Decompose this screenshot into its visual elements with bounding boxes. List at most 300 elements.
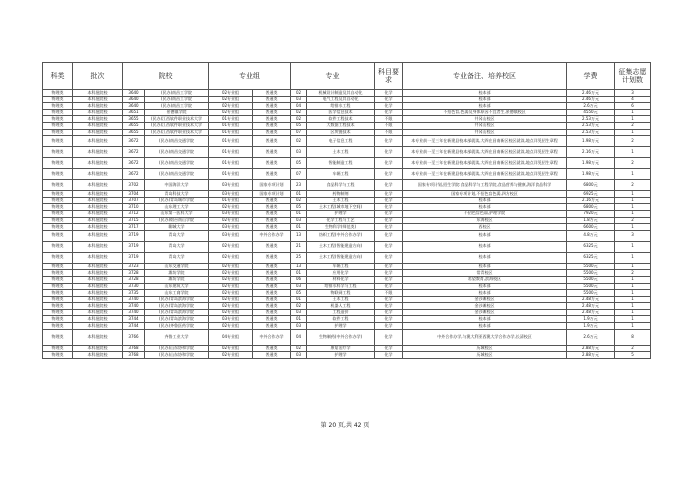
cell-tuition: 6600元 xyxy=(567,224,615,231)
cell-institution-code: 3744 xyxy=(123,323,145,330)
cell-tuition: 1.8万元 xyxy=(567,217,615,224)
cell-group-type: 普通类 xyxy=(253,122,291,129)
cell-major-notes: 常青校区 xyxy=(403,270,567,277)
cell-institution-name: (民办)南昌工学院 xyxy=(145,90,209,97)
cell-subject-category: 物理类 xyxy=(43,352,73,359)
cell-major-group: 02专业组 xyxy=(209,241,253,252)
cell-batch: 本科批院校 xyxy=(73,147,123,158)
cell-major-name: 给排水科学与工程 xyxy=(307,283,375,290)
cell-group-type: 普通类 xyxy=(253,217,291,224)
cell-major-group: 02专业组 xyxy=(209,276,253,283)
cell-batch: 本科批院校 xyxy=(73,303,123,310)
cell-institution-code: 3704 xyxy=(123,191,145,198)
header-institution: 院校 xyxy=(123,63,209,90)
cell-subject-requirement: 化学 xyxy=(375,283,403,290)
cell-tuition: 2.88万元 xyxy=(567,352,615,359)
table-row xyxy=(43,147,651,158)
cell-major-notes: 井冈山校区 xyxy=(403,122,567,129)
cell-plan-count: 1 xyxy=(615,303,651,310)
cell-subject-requirement: 化学 xyxy=(375,276,403,283)
cell-group-type: 中外合作办学 xyxy=(253,329,291,345)
cell-institution-code: 3712 xyxy=(123,210,145,217)
cell-major-group: 03专业组 xyxy=(209,230,253,241)
cell-institution-code: 3672 xyxy=(123,169,145,180)
cell-major-name: 软件工程 xyxy=(307,316,375,323)
cell-major-notes: 金沙滩校区 xyxy=(403,303,567,310)
cell-plan-count: 1 xyxy=(615,290,651,297)
cell-institution-code: 3735 xyxy=(123,290,145,297)
cell-subject-category: 物理类 xyxy=(43,197,73,204)
cell-tuition: 2.6万元 xyxy=(567,103,615,110)
cell-batch: 本科批院校 xyxy=(73,276,123,283)
cell-major-notes: 校本部 xyxy=(403,323,567,330)
cell-institution-code: 3744 xyxy=(123,316,145,323)
cell-tuition: 1.9万元 xyxy=(567,323,615,330)
cell-group-type: 普通类 xyxy=(253,210,291,217)
cell-major-notes: 不招色盲色弱,护理学院 xyxy=(403,210,567,217)
cell-group-type: 普通类 xyxy=(253,345,291,352)
cell-tuition: 2.48万元 xyxy=(567,303,615,310)
admissions-table xyxy=(42,62,651,359)
cell-institution-code: 3723 xyxy=(123,263,145,270)
cell-major-code: 25 xyxy=(291,252,307,263)
cell-batch: 本科批院校 xyxy=(73,352,123,359)
cell-major-group: 02专业组 xyxy=(209,217,253,224)
cell-batch: 本科批院校 xyxy=(73,263,123,270)
cell-tuition: 6325元 xyxy=(567,241,615,252)
cell-institution-code: 3640 xyxy=(123,90,145,97)
cell-major-group: 02专业组 xyxy=(209,263,253,270)
cell-institution-name: (民办)青岛滨海学院 xyxy=(145,316,209,323)
cell-major-name: 软件工程技术 xyxy=(307,116,375,123)
cell-subject-category: 物理类 xyxy=(43,129,73,136)
cell-institution-code: 3640 xyxy=(123,103,145,110)
cell-major-notes: 校本部 xyxy=(403,316,567,323)
cell-subject-category: 物理类 xyxy=(43,241,73,252)
cell-batch: 本科批院校 xyxy=(73,323,123,330)
cell-group-type: 普通类 xyxy=(253,109,291,116)
cell-major-name: 土木工程 xyxy=(307,147,375,158)
cell-plan-count: 5 xyxy=(615,352,651,359)
cell-major-notes: 校本部 xyxy=(403,204,567,211)
cell-plan-count: 2 xyxy=(615,136,651,147)
cell-batch: 本科批院校 xyxy=(73,169,123,180)
cell-institution-name: (民办)青岛城市学院 xyxy=(145,197,209,204)
cell-subject-category: 物理类 xyxy=(43,204,73,211)
cell-subject-category: 物理类 xyxy=(43,180,73,191)
cell-plan-count: 1 xyxy=(615,263,651,270)
cell-tuition: 6800元 xyxy=(567,180,615,191)
cell-group-type: 普通类 xyxy=(253,323,291,330)
cell-major-code: 02 xyxy=(291,136,307,147)
cell-tuition: 4550元 xyxy=(567,109,615,116)
cell-major-notes: 历城校区 xyxy=(403,345,567,352)
cell-institution-name: 潍坊学院 xyxy=(145,270,209,277)
cell-batch: 本科批院校 xyxy=(73,270,123,277)
cell-subject-category: 物理类 xyxy=(43,303,73,310)
cell-major-code: 07 xyxy=(291,129,307,136)
cell-institution-code: 3655 xyxy=(123,116,145,123)
table-row xyxy=(43,96,651,103)
cell-major-code: 03 xyxy=(291,323,307,330)
cell-major-notes: 井冈山校区 xyxy=(403,116,567,123)
cell-major-group: 01专业组 xyxy=(209,122,253,129)
cell-institution-name: (民办)南昌交通学院 xyxy=(145,136,209,147)
header-tuition: 学费 xyxy=(567,63,615,90)
cell-major-name: 电子信息工程 xyxy=(307,136,375,147)
cell-batch: 本科批院校 xyxy=(73,122,123,129)
cell-major-name: 给排水工程 xyxy=(307,103,375,110)
cell-major-notes: 国家专项计划,不招色盲色弱,四方校区 xyxy=(403,191,567,198)
cell-major-group: 01专业组 xyxy=(209,147,253,158)
header-plan-count: 征集志愿计划数 xyxy=(615,63,651,90)
table-row xyxy=(43,283,651,290)
cell-institution-name: 潍坊学院 xyxy=(145,276,209,283)
cell-tuition: 5500元 xyxy=(567,283,615,290)
cell-major-notes: 校本部 xyxy=(403,197,567,204)
cell-subject-requirement: 化学 xyxy=(375,210,403,217)
cell-major-code: 01 xyxy=(291,210,307,217)
cell-major-group: 01专业组 xyxy=(209,197,253,204)
cell-institution-code: 3717 xyxy=(123,224,145,231)
cell-major-code: 04 xyxy=(291,103,307,110)
cell-group-type: 普通类 xyxy=(253,283,291,290)
cell-major-group: 02专业组 xyxy=(209,90,253,97)
cell-major-group: 04专业组 xyxy=(209,329,253,345)
cell-subject-requirement: 化学 xyxy=(375,230,403,241)
cell-plan-count: 2 xyxy=(615,180,651,191)
cell-major-notes: 校本部 xyxy=(403,103,567,110)
cell-major-notes: 希望教育,滨海校区 xyxy=(403,276,567,283)
cell-tuition: 1.98万元 xyxy=(567,158,615,169)
cell-major-notes: 本专业前一至三年在新建县校本部就读,大四在昌南新区校区就读,地点详见招生章程 xyxy=(403,158,567,169)
cell-major-group: 02专业组 xyxy=(209,270,253,277)
cell-major-name: 土木工程(智能建造方向) xyxy=(307,241,375,252)
cell-institution-code: 3768 xyxy=(123,352,145,359)
cell-major-code: 03 xyxy=(291,352,307,359)
table-row xyxy=(43,224,651,231)
cell-major-name: 大数据工程技术 xyxy=(307,122,375,129)
cell-group-type: 普通类 xyxy=(253,224,291,231)
cell-tuition: 2.16万元 xyxy=(567,197,615,204)
cell-plan-count: 1 xyxy=(615,241,651,252)
cell-group-type: 普通类 xyxy=(253,316,291,323)
cell-institution-name: 山东建筑大学 xyxy=(145,283,209,290)
cell-group-type: 普通类 xyxy=(253,96,291,103)
cell-institution-code: 3655 xyxy=(123,129,145,136)
table-row xyxy=(43,109,651,116)
cell-subject-requirement: 化学 xyxy=(375,309,403,316)
cell-plan-count: 1 xyxy=(615,283,651,290)
table-row xyxy=(43,210,651,217)
cell-institution-code: 3672 xyxy=(123,147,145,158)
table-row xyxy=(43,122,651,129)
cell-institution-code: 3740 xyxy=(123,296,145,303)
header-major-group: 专业组 xyxy=(209,63,291,90)
cell-major-notes: 校本部 xyxy=(403,90,567,97)
cell-major-name: 应用化学 xyxy=(307,270,375,277)
cell-subject-category: 物理类 xyxy=(43,90,73,97)
cell-major-group: 02专业组 xyxy=(209,96,253,103)
cell-batch: 本科批院校 xyxy=(73,224,123,231)
cell-major-name: 护理学 xyxy=(307,352,375,359)
cell-plan-count: 1 xyxy=(615,224,651,231)
cell-major-name: 纺织工程(中外合作办学) xyxy=(307,230,375,241)
table-row xyxy=(43,230,651,241)
cell-subject-requirement: 化学 xyxy=(375,296,403,303)
cell-plan-count: 2 xyxy=(615,270,651,277)
cell-institution-name: 山东交通学院 xyxy=(145,263,209,270)
page-footer: 第 20 页,共 42 页 xyxy=(320,422,370,429)
cell-plan-count: 8 xyxy=(615,329,651,345)
cell-batch: 本科批院校 xyxy=(73,103,123,110)
cell-major-name: 车辆工程 xyxy=(307,263,375,270)
cell-group-type: 普通类 xyxy=(253,169,291,180)
cell-institution-code: 3672 xyxy=(123,158,145,169)
cell-major-group: 02专业组 xyxy=(209,204,253,211)
cell-subject-category: 物理类 xyxy=(43,276,73,283)
cell-subject-requirement: 不限 xyxy=(375,129,403,136)
cell-major-name: 护理学 xyxy=(307,323,375,330)
cell-batch: 本科批院校 xyxy=(73,316,123,323)
cell-major-code: 07 xyxy=(291,169,307,180)
cell-subject-requirement: 化学 xyxy=(375,158,403,169)
cell-plan-count: 2 xyxy=(615,217,651,224)
cell-tuition: 1.9万元 xyxy=(567,316,615,323)
table-row xyxy=(43,263,651,270)
cell-subject-category: 物理类 xyxy=(43,323,73,330)
cell-institution-name: (民办)青岛滨海学院 xyxy=(145,303,209,310)
cell-major-group: 01专业组 xyxy=(209,158,253,169)
cell-subject-category: 物理类 xyxy=(43,309,73,316)
cell-major-notes: 金沙滩校区 xyxy=(403,309,567,316)
cell-batch: 本科批院校 xyxy=(73,296,123,303)
cell-tuition: 2.88万元 xyxy=(567,345,615,352)
cell-batch: 本科批院校 xyxy=(73,290,123,297)
cell-tuition: 1.98万元 xyxy=(567,169,615,180)
cell-institution-name: 青岛科技大学 xyxy=(145,191,209,198)
cell-major-notes: 历城校区 xyxy=(403,352,567,359)
cell-institution-code: 3719 xyxy=(123,241,145,252)
cell-institution-code: 3702 xyxy=(123,180,145,191)
cell-subject-category: 物理类 xyxy=(43,147,73,158)
table-row xyxy=(43,316,651,323)
cell-subject-requirement: 化学 xyxy=(375,263,403,270)
cell-institution-code: 3640 xyxy=(123,96,145,103)
cell-batch: 本科批院校 xyxy=(73,116,123,123)
cell-major-name: 工程造价 xyxy=(307,309,375,316)
cell-institution-name: (民办)南昌工学院 xyxy=(145,96,209,103)
table-header-row xyxy=(43,63,651,90)
cell-major-group: 01专业组 xyxy=(209,136,253,147)
cell-batch: 本科批院校 xyxy=(73,109,123,116)
cell-batch: 本科批院校 xyxy=(73,136,123,147)
cell-group-type: 普通类 xyxy=(253,129,291,136)
cell-plan-count: 1 xyxy=(615,191,651,198)
table-row xyxy=(43,129,651,136)
cell-institution-name: (民办)南昌工学院 xyxy=(145,103,209,110)
cell-institution-name: (民办)青岛滨海学院 xyxy=(145,296,209,303)
cell-major-name: 土木工程 xyxy=(307,197,375,204)
cell-major-code: 05 xyxy=(291,158,307,169)
table-row xyxy=(43,329,651,345)
cell-major-name: 医学信息技术 xyxy=(307,109,375,116)
cell-major-code: 02 xyxy=(291,109,307,116)
cell-plan-count: 1 xyxy=(615,116,651,123)
table-row xyxy=(43,191,651,198)
cell-plan-count: 2 xyxy=(615,158,651,169)
table-row xyxy=(43,204,651,211)
cell-major-group: 02专业组 xyxy=(209,283,253,290)
cell-batch: 本科批院校 xyxy=(73,204,123,211)
cell-group-type: 普通类 xyxy=(253,158,291,169)
cell-tuition: 2.46万元 xyxy=(567,96,615,103)
cell-subject-category: 物理类 xyxy=(43,224,73,231)
cell-subject-requirement: 化学 xyxy=(375,90,403,97)
cell-institution-name: (民办)烟台南山学院 xyxy=(145,217,209,224)
cell-plan-count: 1 xyxy=(615,204,651,211)
cell-institution-code: 3719 xyxy=(123,230,145,241)
cell-subject-requirement: 化学 xyxy=(375,316,403,323)
header-subject-category: 科类 xyxy=(43,63,73,90)
cell-major-name: 康复治疗学 xyxy=(307,345,375,352)
cell-major-name: 智能制造工程 xyxy=(307,158,375,169)
cell-major-name: 土木工程 xyxy=(307,296,375,303)
cell-group-type: 普通类 xyxy=(253,136,291,147)
cell-institution-name: 山东第一医科大学 xyxy=(145,210,209,217)
cell-major-name: 土木工程(城市地下空间) xyxy=(307,204,375,211)
cell-institution-name: 齐鲁工业大学 xyxy=(145,329,209,345)
cell-institution-name: (民办)江西软件职业技术大学 xyxy=(145,122,209,129)
cell-tuition: 2.53万元 xyxy=(567,129,615,136)
cell-subject-requirement: 化学 xyxy=(375,252,403,263)
cell-tuition: 2.48万元 xyxy=(567,309,615,316)
cell-institution-code: 3655 xyxy=(123,122,145,129)
cell-subject-category: 物理类 xyxy=(43,329,73,345)
cell-subject-requirement: 化学 xyxy=(375,329,403,345)
table-row xyxy=(43,270,651,277)
cell-group-type: 普通类 xyxy=(253,147,291,158)
cell-plan-count: 1 xyxy=(615,129,651,136)
cell-tuition: 2.53万元 xyxy=(567,122,615,129)
header-major-notes: 专业备注、培养校区 xyxy=(403,63,567,90)
table-row xyxy=(43,276,651,283)
cell-batch: 本科批院校 xyxy=(73,191,123,198)
cell-group-type: 普通类 xyxy=(253,270,291,277)
cell-major-name: 生物科学(师范类) xyxy=(307,224,375,231)
cell-major-notes: 西校区 xyxy=(403,224,567,231)
cell-subject-requirement: 化学 xyxy=(375,303,403,310)
cell-institution-name: 青岛大学 xyxy=(145,252,209,263)
cell-subject-requirement: 化学 xyxy=(375,96,403,103)
table-row xyxy=(43,303,651,310)
cell-plan-count: 1 xyxy=(615,147,651,158)
cell-group-type: 普通类 xyxy=(253,352,291,359)
cell-subject-category: 物理类 xyxy=(43,296,73,303)
cell-major-name: 化学工程与工艺 xyxy=(307,217,375,224)
cell-group-type: 普通类 xyxy=(253,204,291,211)
cell-institution-code: 3651 xyxy=(123,109,145,116)
table-row xyxy=(43,90,651,97)
table-row xyxy=(43,116,651,123)
cell-batch: 本科批院校 xyxy=(73,90,123,97)
table-row xyxy=(43,217,651,224)
cell-major-group: 03专业组 xyxy=(209,210,253,217)
cell-major-notes: 井冈山校区 xyxy=(403,129,567,136)
cell-institution-code: 3768 xyxy=(123,345,145,352)
cell-institution-code: 3766 xyxy=(123,329,145,345)
cell-institution-name: 中国海洋大学 xyxy=(145,180,209,191)
cell-institution-name: (民办)山东协和学院 xyxy=(145,352,209,359)
cell-institution-name: (民办)南昌交通学院 xyxy=(145,169,209,180)
cell-major-name: 食品科学与工程 xyxy=(307,180,375,191)
cell-subject-requirement: 化学 xyxy=(375,224,403,231)
cell-tuition: 6925元 xyxy=(567,191,615,198)
table-row xyxy=(43,103,651,110)
cell-plan-count: 1 xyxy=(615,252,651,263)
cell-subject-category: 物理类 xyxy=(43,316,73,323)
cell-tuition: 2.48万元 xyxy=(567,296,615,303)
cell-subject-requirement: 化学 xyxy=(375,109,403,116)
cell-subject-category: 物理类 xyxy=(43,169,73,180)
cell-major-notes: 东海校区 xyxy=(403,217,567,224)
cell-institution-code: 3710 xyxy=(123,204,145,211)
cell-major-notes: 校本部 xyxy=(403,252,567,263)
cell-major-code: 21 xyxy=(291,241,307,252)
cell-subject-category: 物理类 xyxy=(43,116,73,123)
cell-major-notes: 校本部 xyxy=(403,230,567,241)
cell-major-code: 03 xyxy=(291,96,307,103)
cell-group-type: 普通类 xyxy=(253,103,291,110)
cell-subject-requirement: 化学 xyxy=(375,136,403,147)
cell-batch: 本科批院校 xyxy=(73,241,123,252)
cell-batch: 本科批院校 xyxy=(73,217,123,224)
cell-major-notes: 金沙滩校区 xyxy=(403,296,567,303)
cell-group-type: 普通类 xyxy=(253,290,291,297)
cell-institution-code: 3740 xyxy=(123,303,145,310)
cell-batch: 本科批院校 xyxy=(73,329,123,345)
cell-major-notes: 中外合作办学,与澳大利亚西澳大学合作办学,长清校区 xyxy=(403,329,567,345)
cell-institution-name: 景德镇学院 xyxy=(145,109,209,116)
cell-institution-code: 3728 xyxy=(123,276,145,283)
cell-tuition: 6800元 xyxy=(567,204,615,211)
table-row xyxy=(43,290,651,297)
cell-tuition: 5500元 xyxy=(567,270,615,277)
cell-plan-count: 2 xyxy=(615,122,651,129)
cell-major-code: 02 xyxy=(291,90,307,97)
table-row xyxy=(43,252,651,263)
cell-major-code: 13 xyxy=(291,230,307,241)
cell-subject-requirement: 化学 xyxy=(375,191,403,198)
table-row xyxy=(43,296,651,303)
cell-batch: 本科批院校 xyxy=(73,345,123,352)
cell-major-group: 03专业组 xyxy=(209,191,253,198)
cell-major-code: 13 xyxy=(291,263,307,270)
cell-major-code: 05 xyxy=(291,290,307,297)
cell-major-notes: 国家专项计划,招生学院:食品科学与工程学院,食品营养与健康,海洋食品科学 xyxy=(403,180,567,191)
cell-plan-count: 1 xyxy=(615,109,651,116)
cell-major-name: 材料化学 xyxy=(307,276,375,283)
cell-major-code: 01 xyxy=(291,224,307,231)
cell-institution-name: 青岛大学 xyxy=(145,241,209,252)
cell-major-notes: 本专业前一至三年在新建县校本部就读,大四在昌南新区校区就读,地点详见招生章程 xyxy=(403,169,567,180)
cell-major-notes: 本专业前一至三年在新建县校本部就读,大四在昌南新区校区就读,地点详见招生章程 xyxy=(403,147,567,158)
table-row xyxy=(43,241,651,252)
cell-plan-count: 1 xyxy=(615,169,651,180)
cell-institution-name: (民办)青岛滨海学院 xyxy=(145,309,209,316)
cell-batch: 本科批院校 xyxy=(73,158,123,169)
cell-subject-requirement: 化学 xyxy=(375,241,403,252)
